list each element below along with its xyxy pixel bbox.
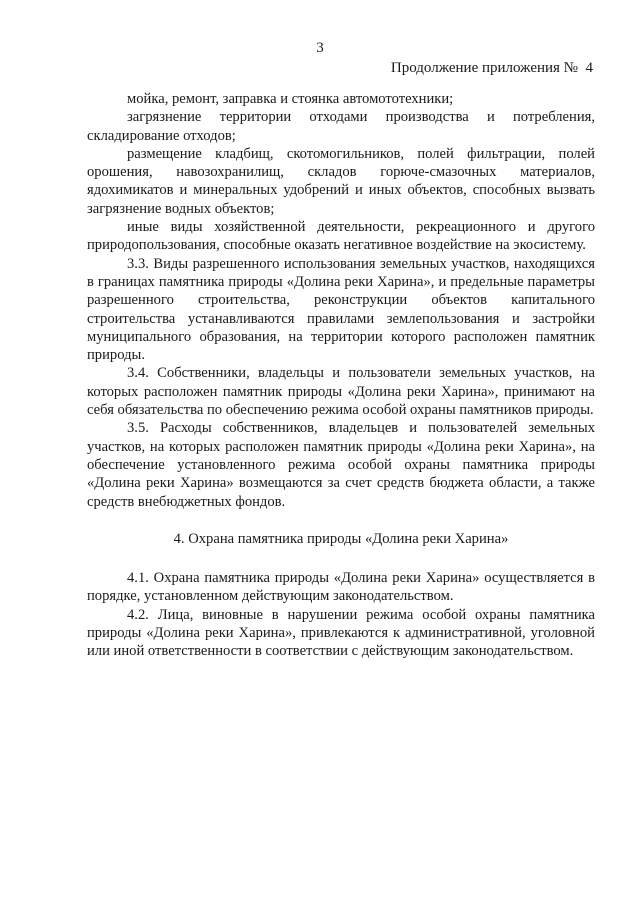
paragraph: загрязнение территории отходами производства и потребления, складирование отходов; (87, 109, 595, 144)
section-heading: 4. Охрана памятника природы «Долина реки Харина» (173, 530, 509, 547)
paragraph-3-3: 3.3. Виды разрешенного использования земельных участков, находящихся в границах памятника природы «Долина реки Харина», и предельные параметры разрешенного строительства, реконструкции объектов капитального строительства устанавливаются правилами землепользования и застройки муниципального образования, на территории которого расположен памятник природы. (87, 255, 595, 364)
paragraph-4-2: 4.2. Лица, виновные в нарушении режима особой охраны памятника природы «Долина реки Харина», привлекаются к административной, уголовной или иной ответственности в соответствии с действующим законодательством. (87, 606, 595, 660)
paragraph-3-4: 3.4. Собственники, владельцы и пользователи земельных участков, на которых расположен памятник природы «Долина реки Харина», принимают на себя обязательства по обеспечению режима особой охраны памятников природы. (87, 365, 595, 419)
paragraph-4-1: 4.1. Охрана памятника природы «Долина реки Харина» осуществляется в порядке, установленном действующим законодательством. (87, 570, 595, 605)
paragraph-3-5: 3.5. Расходы собственников, владельцев и пользователей земельных участков, на которых расположен памятник природы «Долина реки Харина», на обеспечение установленного режима особой охраны памятника природы «Долина реки Харина» возмещаются за счет средств бюджета области, а также средств внебюджетных фондов. (87, 420, 595, 510)
document-body (87, 90, 595, 661)
appendix-note: Продолжение приложения № 4 (390, 60, 593, 76)
paragraph: иные виды хозяйственной деятельности, рекреационного и другого природопользования, способные оказать негативное воздействие на экосистему. (87, 219, 595, 254)
page-number: 3 (316, 40, 324, 56)
paragraph: мойка, ремонт, заправка и стоянка автомототехники; (127, 91, 454, 107)
paragraph: размещение кладбищ, скотомогильников, полей фильтрации, полей орошения, навозохранилищ, складов горюче-смазочных материалов, ядохимикатов и минеральных удобрений и иных объектов, способных вызвать загрязнение водных объектов; (87, 145, 595, 217)
